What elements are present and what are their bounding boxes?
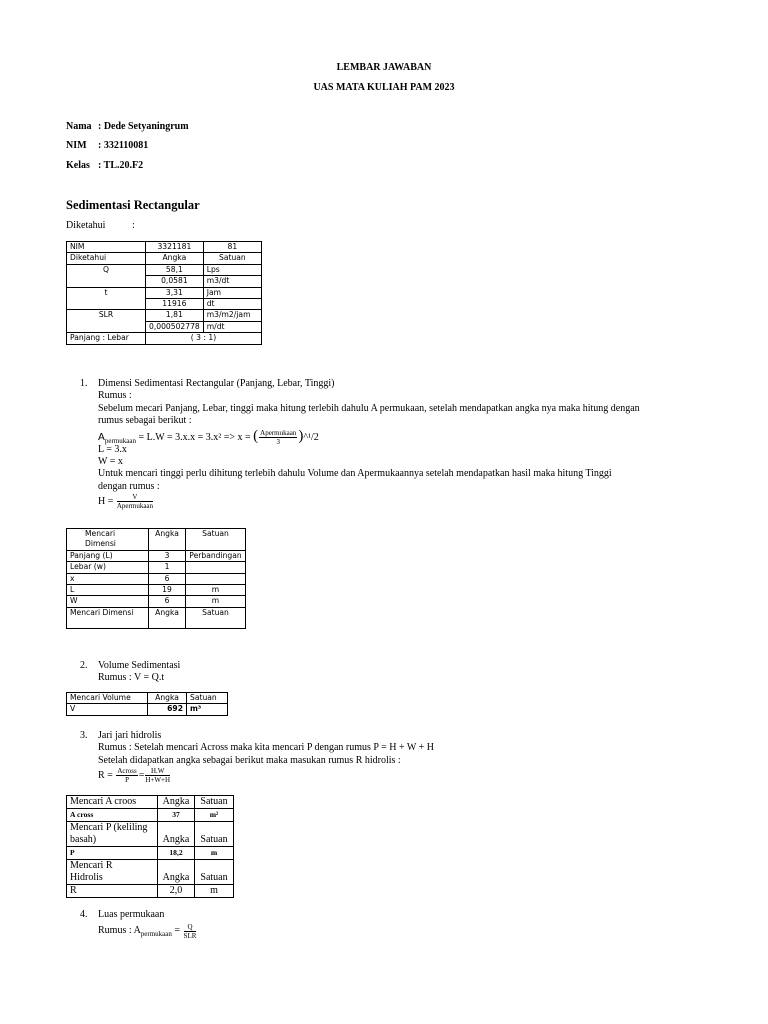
item1-number: 1. xyxy=(80,378,88,389)
table-row xyxy=(67,847,234,860)
item2-number: 2. xyxy=(80,660,88,671)
table-cell: Mencari Dimensi xyxy=(67,607,149,628)
kelas-value: : TL.20.F2 xyxy=(98,160,144,171)
table-cell: Jam xyxy=(203,287,261,298)
table-cell: Mencari R Hidrolis xyxy=(67,860,158,885)
item2-rumus: Rumus : V = Q.t xyxy=(98,672,165,684)
table-cell: Mencari Dimensi xyxy=(67,529,149,551)
table-cell: m xyxy=(186,596,246,607)
table-cell: P xyxy=(67,847,158,860)
item3-rumus: Rumus : Setelah mencari Across maka kita mencari P dengan rumus P = H + W + H xyxy=(98,742,435,754)
item1-title: Dimensi Sedimentasi Rectangular (Panjang, Lebar, Tinggi) xyxy=(98,378,335,389)
table-cell: m³ xyxy=(187,704,228,715)
table-cell: Q xyxy=(67,264,146,287)
table-cell: Angka xyxy=(158,822,195,847)
table-cell: Satuan xyxy=(203,253,261,264)
item2-block xyxy=(98,660,180,685)
table-cell: Panjang (L) xyxy=(67,550,149,561)
fraction: $\frac{V}{\text{Apermukaan}}$ xyxy=(116,493,154,511)
table-row xyxy=(67,607,246,628)
table-cell: Angka xyxy=(158,860,195,885)
table-cell: 0,000502778 xyxy=(146,321,204,332)
identity-nama xyxy=(66,121,189,132)
item1-paragraph-2: rumus sebagai berikut : xyxy=(98,415,192,427)
table-cell: Angka xyxy=(149,529,186,551)
table-cell: W xyxy=(67,596,149,607)
table-cell xyxy=(186,562,246,573)
table-cell: m xyxy=(186,585,246,596)
fraction: $\frac{\text{Across}}{P}$ xyxy=(117,767,137,785)
given-table xyxy=(66,241,262,345)
table-row xyxy=(67,704,228,715)
item1-paragraph-1: Sebelum mecari Panjang, Lebar, tinggi maka hitung terlebih dahulu A permukaan, setelah mendapatkan angka nya maka hitung dengan xyxy=(98,402,640,414)
item3-paragraph-1: Setelah didapatkan angka sebagai berikut maka masukan rumus R hidrolis : xyxy=(98,754,401,766)
item4-number: 4. xyxy=(80,909,88,920)
table-cell: Lebar (w) xyxy=(67,562,149,573)
table-cell: Satuan xyxy=(195,796,234,809)
item1-block xyxy=(98,378,718,511)
table-cell: Satuan xyxy=(186,529,246,551)
table-row xyxy=(67,264,262,275)
table-cell: Angka xyxy=(158,796,195,809)
table-cell: m xyxy=(195,847,234,860)
table-row xyxy=(67,529,246,551)
diketahui-colon: : xyxy=(132,220,135,231)
table-cell: Satuan xyxy=(187,693,228,704)
item3-title: Jari jari hidrolis xyxy=(98,730,162,741)
table-row xyxy=(67,573,246,584)
item1-formula-a: $A_{permukaan} = L.W = 3.x.x = 3.x^2 => x$ = ( $\frac{\text{Apermukaan}}{3}$ )^¹/2 xyxy=(98,427,319,446)
table-row xyxy=(67,596,246,607)
table-row xyxy=(67,287,262,298)
fraction: $\frac{\text{Apermukaan}}{3}$ xyxy=(260,428,297,446)
item1-formula-l: L = 3.x xyxy=(98,443,127,455)
table-row xyxy=(67,796,234,809)
table-cell: 37 xyxy=(158,809,195,822)
nim-label: NIM xyxy=(66,140,87,151)
table-row xyxy=(67,333,262,344)
table-cell: 3 xyxy=(149,550,186,561)
table-cell: Mencari A croos xyxy=(67,796,158,809)
table-cell: m3/m2/jam xyxy=(203,310,261,321)
item4-block xyxy=(98,909,197,941)
table-cell: Lps xyxy=(203,264,261,275)
table-cell: 2,0 xyxy=(158,885,195,898)
table-cell: Mencari Volume xyxy=(67,693,148,704)
table-row xyxy=(67,860,234,885)
volume-table xyxy=(66,692,228,716)
table-cell: Satuan xyxy=(195,860,234,885)
item4-title: Luas permukaan xyxy=(98,909,165,920)
table-cell: m xyxy=(195,885,234,898)
table-cell: Satuan xyxy=(195,822,234,847)
table-cell: 692 xyxy=(148,704,187,715)
table-cell xyxy=(186,573,246,584)
table-cell: ( 3 : 1) xyxy=(146,333,262,344)
table-cell: 1,81 xyxy=(146,310,204,321)
table-cell: 18,2 xyxy=(158,847,195,860)
item3-formula: R = $\frac{\text{Across}}{P}$ = $\frac{H.W}{H+W+H}$ xyxy=(98,767,171,785)
table-row xyxy=(67,885,234,898)
table-row xyxy=(67,562,246,573)
item1-formula-w: W = x xyxy=(98,456,123,468)
table-row xyxy=(67,550,246,561)
table-cell: Satuan xyxy=(186,607,246,628)
kelas-label: Kelas xyxy=(66,160,90,171)
item1-rumus: Rumus : xyxy=(98,390,132,402)
table-cell: 81 xyxy=(203,242,261,253)
table-cell: 11916 xyxy=(146,299,204,310)
table-cell: 3321181 xyxy=(146,242,204,253)
table-row xyxy=(67,242,262,253)
table-cell: Mencari P (keliling basah) xyxy=(67,822,158,847)
fraction: $\frac{Q}{\text{SLR}}$ xyxy=(183,922,197,940)
nama-value: : Dede Setyaningrum xyxy=(98,121,189,132)
table-cell: 1 xyxy=(149,562,186,573)
identity-kelas xyxy=(66,160,143,171)
item3-block xyxy=(98,730,698,785)
item2-title: Volume Sedimentasi xyxy=(98,660,181,671)
table-cell: SLR xyxy=(67,310,146,333)
item3-number: 3. xyxy=(80,730,88,741)
item4-formula: Rumus : $A_{permukaan}$ = $\frac{Q}{\text{SLR}}$ xyxy=(98,922,197,940)
table-row xyxy=(67,693,228,704)
nama-label: Nama xyxy=(66,121,92,132)
table-row xyxy=(67,310,262,321)
dimension-table xyxy=(66,528,246,629)
item1-formula-h: H = $\frac{V}{\text{Apermukaan}}$ xyxy=(98,493,154,511)
table-cell: R xyxy=(67,885,158,898)
table-cell: L xyxy=(67,585,149,596)
table-cell: Diketahui xyxy=(67,253,146,264)
table-row xyxy=(67,253,262,264)
table-cell: x xyxy=(67,573,149,584)
table-cell: 0,0581 xyxy=(146,276,204,287)
header-line-1: LEMBAR JAWABAN xyxy=(336,62,432,73)
table-cell: 6 xyxy=(149,573,186,584)
table-cell: A cross xyxy=(67,809,158,822)
table-cell: Panjang : Lebar xyxy=(67,333,146,344)
table-cell: dt xyxy=(203,299,261,310)
table-row xyxy=(67,809,234,822)
table-cell: m² xyxy=(195,809,234,822)
header-line-2: UAS MATA KULIAH PAM 2023 xyxy=(313,82,455,93)
table-cell: 3,31 xyxy=(146,287,204,298)
table-cell: 19 xyxy=(149,585,186,596)
item1-paragraph-3: Untuk mencari tinggi perlu dihitung terlebih dahulu Volume dan Apermukaannya setelah mendapatkan hasil maka hitung Tinggi xyxy=(98,468,612,480)
nim-value: : 332110081 xyxy=(98,140,149,151)
table-cell: m/dt xyxy=(203,321,261,332)
fraction: $\frac{H.W}{H+W+H}$ xyxy=(145,767,171,785)
table-cell: V xyxy=(67,704,148,715)
table-row xyxy=(67,585,246,596)
table-cell: m3/dt xyxy=(203,276,261,287)
table-cell: Angka xyxy=(149,607,186,628)
identity-nim xyxy=(66,140,148,151)
table-cell: Angka xyxy=(146,253,204,264)
table-cell: 6 xyxy=(149,596,186,607)
table-cell: t xyxy=(67,287,146,310)
section-title: Sedimentasi Rectangular xyxy=(66,198,200,212)
table-cell: NIM xyxy=(67,242,146,253)
table-cell: 58,1 xyxy=(146,264,204,275)
item1-paragraph-4: dengan rumus : xyxy=(98,480,160,492)
hydraulic-table xyxy=(66,795,234,898)
diketahui-label: Diketahui xyxy=(66,220,106,231)
table-row xyxy=(67,822,234,847)
table-cell: Perbandingan xyxy=(186,550,246,561)
table-cell: Angka xyxy=(148,693,187,704)
